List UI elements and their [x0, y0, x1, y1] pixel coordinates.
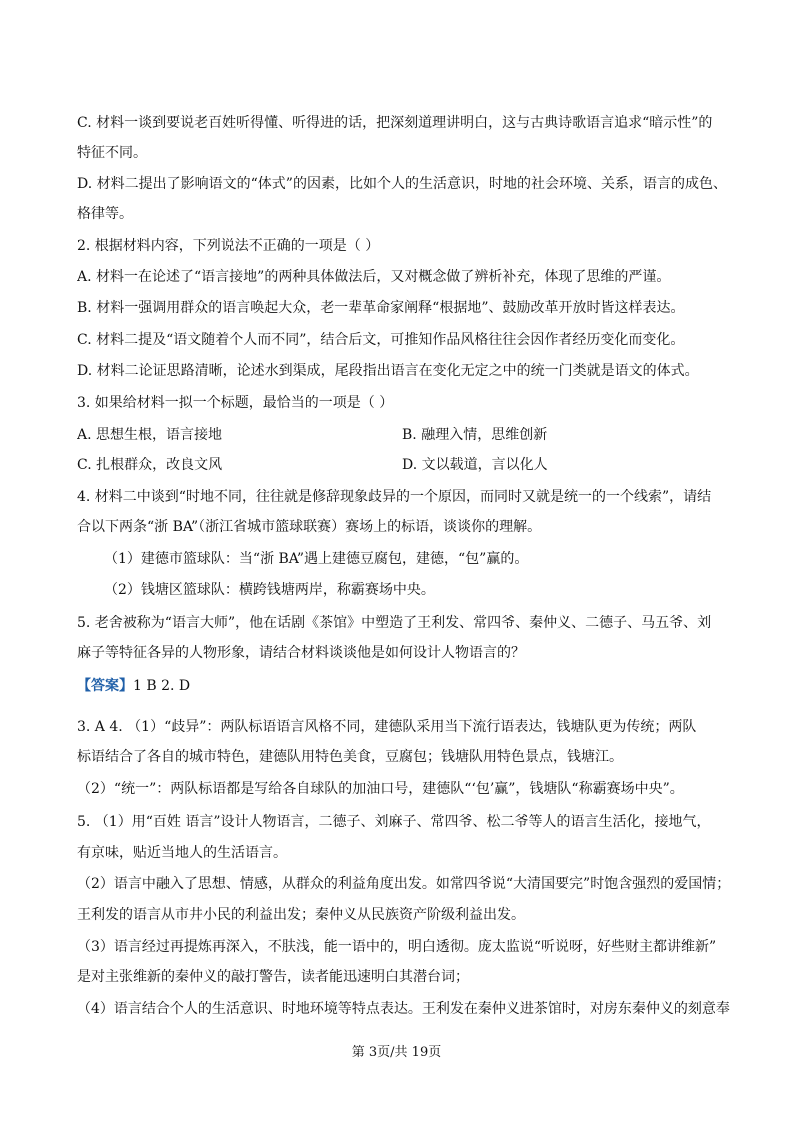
answer-tag: 【答案】 — [77, 678, 133, 694]
q2-option-c: C. 材料二提及“语文随着个人而不同”，结合后文，可推知作品风格往往会因作者经历变化而变化。 — [77, 332, 685, 348]
q3-options-row-1 — [77, 425, 737, 445]
question-5-line-2: 麻子等特征各异的人物形象，请结合材料谈谈他是如何设计人物语言的？ — [77, 645, 525, 661]
answer-heading — [77, 676, 737, 696]
q3-option-c: C. 扎根群众，改良文风 — [77, 457, 223, 473]
answer-line-2: 标语结合了各自的城市特色，建德队用特色美食，豆腐包；钱塘队用特色景点，钱塘江。 — [77, 749, 623, 765]
question-4-line-1: 4. 材料二中谈到“时地不同，往往就是修辞现象歧异的一个原因，而同时又就是统一的一个线索”，请结 — [77, 489, 712, 505]
answer-line-7: 王利发的语言从市井小民的利益出发；秦仲义从民族资产阶级利益出发。 — [77, 907, 525, 923]
q3-option-d: D. 文以载道，言以化人 — [402, 457, 548, 473]
answer-line-9: 是对主张维新的秦仲义的敲打警告，读者能迅速明白其潜台词； — [77, 969, 469, 985]
slogan-1: （1）建德市篮球队：当“浙 BA”遇上建德豆腐包，建德，“包”赢的。 — [104, 551, 529, 567]
answer-line-8: （3）语言经过再提炼再深入，不肤浅，能一语中的，明白透彻。庞太监说“听说呀，好些财主都讲维新” — [77, 939, 717, 955]
option-c-line-2: 特征不同。 — [77, 145, 147, 161]
q2-option-d: D. 材料二论证思路清晰，论述水到渠成，尾段指出语言在变化无定之中的统一门类就是语文的体式。 — [77, 363, 699, 379]
option-d-line-2: 格律等。 — [77, 206, 133, 222]
answer-line-3: （2）“统一”：两队标语都是写给各自球队的加油口号，建德队“‘包’赢”，钱塘队“称霸赛场中央”。 — [77, 781, 684, 797]
q3-option-a: A. 思想生根，语言接地 — [77, 427, 223, 443]
question-5-line-1: 5. 老舍被称为“语言大师”，他在话剧《茶馆》中塑造了王利发、常四爷、秦仲义、二德子、马五爷、刘 — [77, 615, 712, 631]
q2-option-b: B. 材料一强调用群众的语言唤起大众，老一辈革命家阐释“根据地”、鼓励改革开放时皆这样表达。 — [77, 300, 685, 316]
answer-1-2: 1 B 2. D — [133, 678, 191, 694]
answer-line-4: 5. （1）用“百姓 语言”设计人物语言，二德子、刘麻子、常四爷、松二爷等人的语言生活化，接地气， — [77, 814, 711, 830]
answer-line-1: 3. A 4. （1）“歧异”：两队标语语言风格不同，建德队采用当下流行语表达，钱塘队更为传统；两队 — [77, 719, 697, 735]
answer-line-6: （2）语言中融入了思想、情感，从群众的利益角度出发。如常四爷说“大清国要完”时饱含强烈的爱国情； — [77, 876, 731, 892]
question-4-line-2: 合以下两条“浙 BA”（浙江省城市篮球联赛）赛场上的标语，谈谈你的理解。 — [77, 519, 542, 535]
question-2-stem: 2. 根据材料内容，下列说法不正确的一项是（ ） — [77, 238, 380, 254]
question-3-stem: 3. 如果给材料一拟一个标题，最恰当的一项是（ ） — [77, 395, 394, 411]
q3-options-row-2 — [77, 455, 737, 475]
option-d-line-1: D. 材料二提出了影响语文的“体式”的因素，比如个人的生活意识，时地的社会环境、关系，语言的成色、 — [77, 176, 727, 192]
answer-line-10: （4）语言结合个人的生活意识、时地环境等特点表达。王利发在秦仲义进茶馆时，对房东秦仲义的刻意奉 — [77, 1001, 730, 1017]
answer-line-5: 有京味，贴近当地人的生活语言。 — [77, 845, 287, 861]
q3-option-b: B. 融理入情，思维创新 — [402, 427, 548, 443]
slogan-2: （2）钱塘区篮球队：横跨钱塘两岸，称霸赛场中央。 — [104, 582, 435, 598]
page-footer: 第 3页/共 19页 — [351, 1045, 442, 1060]
q2-option-a: A. 材料一在论述了“语言接地”的两种具体做法后，又对概念做了辨析补充，体现了思维的严谨。 — [77, 269, 671, 285]
option-c-line-1: C. 材料一谈到要说老百姓听得懂、听得进的话，把深刻道理讲明白，这与古典诗歌语言追求“暗示性”的 — [77, 115, 713, 131]
